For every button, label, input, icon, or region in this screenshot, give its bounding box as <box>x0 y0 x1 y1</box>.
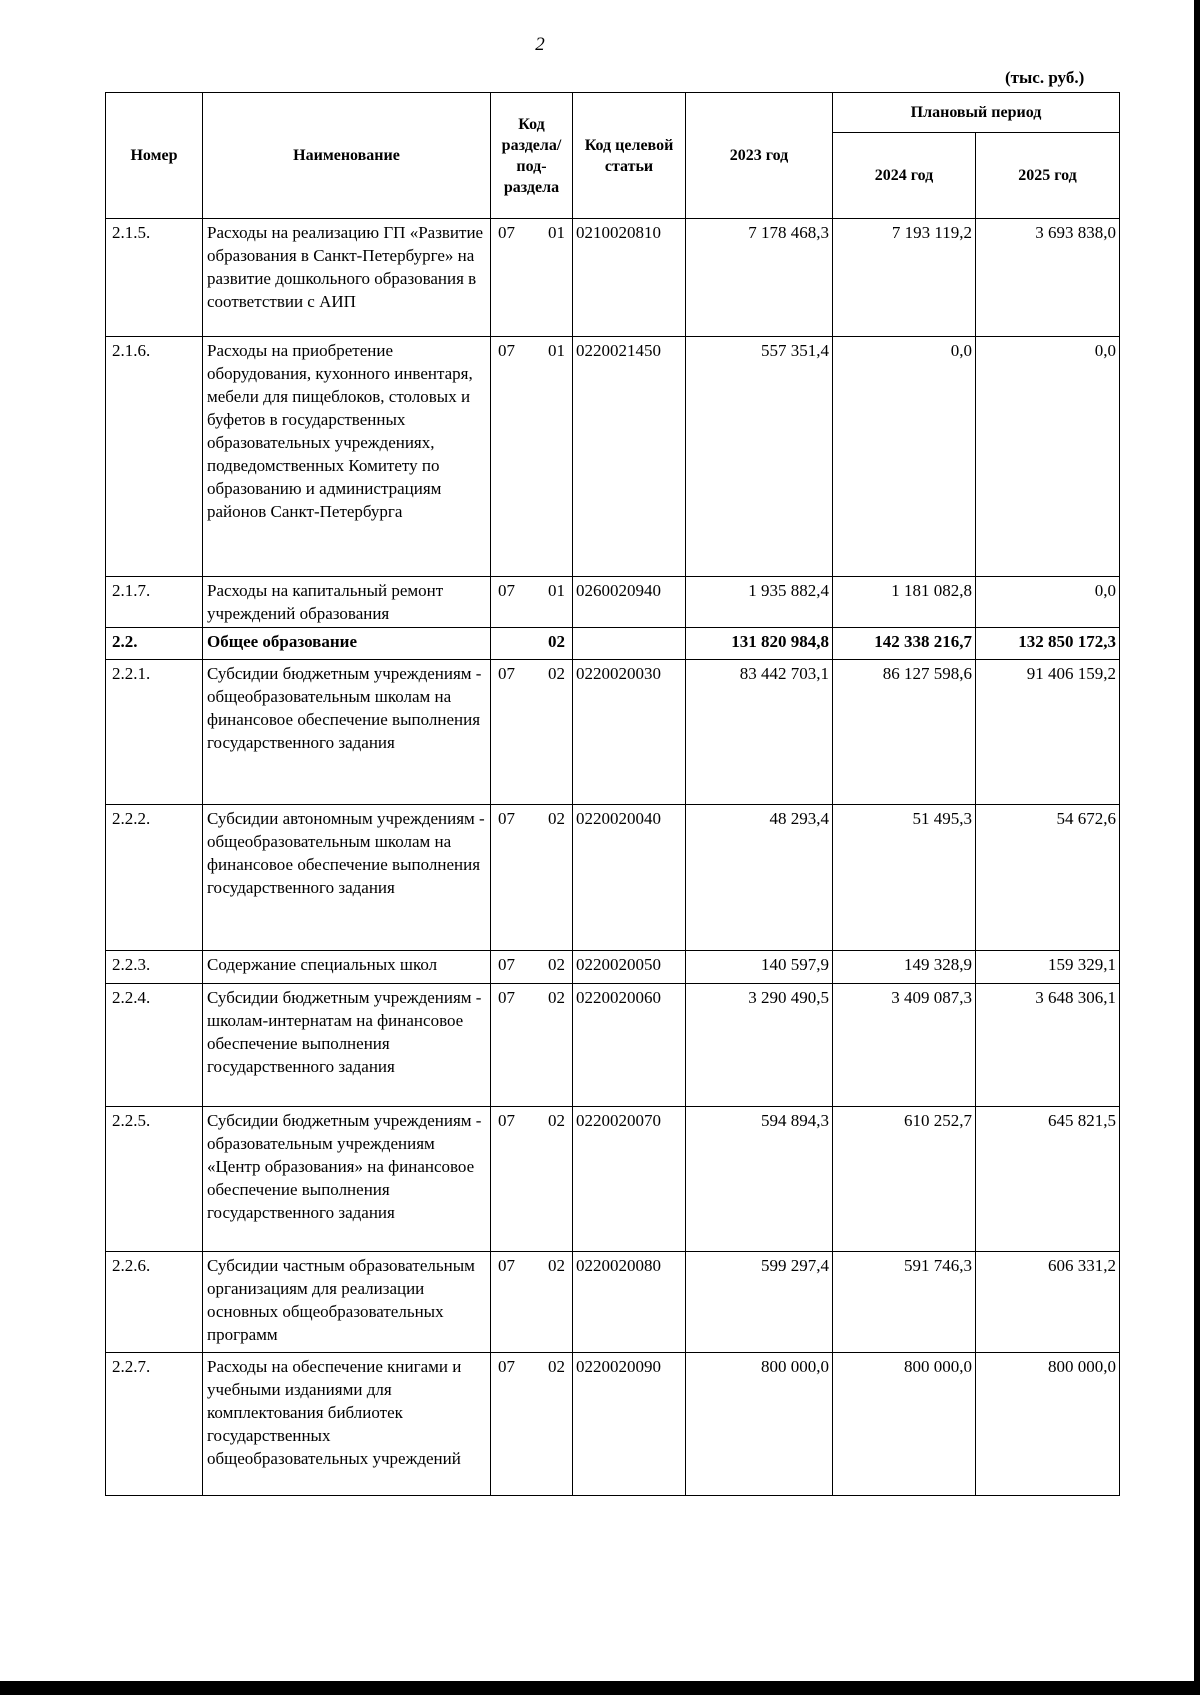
row-name: Расходы на приобретение оборудования, кухонного инвентаря, мебели для пищеблоков, столовых и буфетов в государственных образовательных учреждениях, подведомственных Комитету по образованию и администрациям районов Санкт-Петербурга <box>203 337 491 577</box>
row-name: Субсидии автономным учреждениям - общеобразовательным школам на финансовое обеспечение выполнения государственного задания <box>203 805 491 951</box>
section-code: 07 <box>498 988 515 1007</box>
row-section-code <box>491 337 573 577</box>
row-number: 2.2.5. <box>106 1107 203 1252</box>
row-number: 2.2. <box>106 628 203 660</box>
row-name: Расходы на капитальный ремонт учреждений образования <box>203 577 491 628</box>
header-target-code: Код целевой статьи <box>573 93 686 219</box>
row-target-code: 0220020050 <box>573 951 686 984</box>
row-2024: 610 252,7 <box>833 1107 976 1252</box>
row-2023: 800 000,0 <box>686 1353 833 1496</box>
table-row <box>106 1107 1120 1252</box>
subsection-code: 02 <box>548 988 565 1007</box>
row-section-code <box>491 805 573 951</box>
row-target-code <box>573 628 686 660</box>
section-code: 07 <box>498 223 515 242</box>
header-2023: 2023 год <box>686 93 833 219</box>
row-2024: 86 127 598,6 <box>833 660 976 805</box>
section-code: 07 <box>498 581 515 600</box>
row-number: 2.2.1. <box>106 660 203 805</box>
subsection-code: 02 <box>548 632 565 651</box>
row-target-code: 0220020090 <box>573 1353 686 1496</box>
row-section-code <box>491 1252 573 1353</box>
row-2025: 0,0 <box>976 337 1120 577</box>
row-number: 2.1.7. <box>106 577 203 628</box>
table-row <box>106 1252 1120 1353</box>
table-header <box>106 93 1120 219</box>
row-2023: 557 351,4 <box>686 337 833 577</box>
row-2025: 54 672,6 <box>976 805 1120 951</box>
section-code: 07 <box>498 664 515 683</box>
section-code: 07 <box>498 1357 515 1376</box>
row-target-code: 0220020060 <box>573 984 686 1107</box>
subsection-code: 02 <box>548 1256 565 1275</box>
row-target-code: 0220020040 <box>573 805 686 951</box>
row-section-code <box>491 628 573 660</box>
row-name: Расходы на реализацию ГП «Развитие образования в Санкт-Петербурге» на развитие дошкольного образования в соответствии с АИП <box>203 219 491 337</box>
row-name: Расходы на обеспечение книгами и учебными изданиями для комплектования библиотек государственных общеобразовательных учреждений <box>203 1353 491 1496</box>
row-2025: 3 648 306,1 <box>976 984 1120 1107</box>
row-2025: 800 000,0 <box>976 1353 1120 1496</box>
row-2025: 91 406 159,2 <box>976 660 1120 805</box>
table-row <box>106 1353 1120 1496</box>
row-number: 2.1.6. <box>106 337 203 577</box>
budget-table <box>105 92 1120 1496</box>
row-number: 2.1.5. <box>106 219 203 337</box>
table-row <box>106 337 1120 577</box>
subsection-code: 01 <box>548 581 565 600</box>
row-number: 2.2.3. <box>106 951 203 984</box>
row-2023: 599 297,4 <box>686 1252 833 1353</box>
row-2025: 606 331,2 <box>976 1252 1120 1353</box>
row-name: Субсидии бюджетным учреждениям - образовательным учреждениям «Центр образования» на финансовое обеспечение выполнения государственного задания <box>203 1107 491 1252</box>
row-target-code: 0210020810 <box>573 219 686 337</box>
table-row <box>106 577 1120 628</box>
row-2025: 159 329,1 <box>976 951 1120 984</box>
row-name: Общее образование <box>203 628 491 660</box>
subsection-code: 01 <box>548 341 565 360</box>
row-target-code: 0220020030 <box>573 660 686 805</box>
scan-edge-bottom <box>0 1681 1200 1695</box>
section-code: 07 <box>498 1256 515 1275</box>
table-row-subtotal <box>106 628 1120 660</box>
row-2023: 140 597,9 <box>686 951 833 984</box>
section-code: 07 <box>498 809 515 828</box>
subsection-code: 02 <box>548 1357 565 1376</box>
subsection-code: 02 <box>548 809 565 828</box>
row-section-code <box>491 660 573 805</box>
row-section-code <box>491 577 573 628</box>
table-row <box>106 660 1120 805</box>
row-section-code <box>491 984 573 1107</box>
table-row <box>106 951 1120 984</box>
row-2023: 594 894,3 <box>686 1107 833 1252</box>
row-2024: 3 409 087,3 <box>833 984 976 1107</box>
row-2023: 7 178 468,3 <box>686 219 833 337</box>
row-section-code <box>491 1107 573 1252</box>
row-2024: 0,0 <box>833 337 976 577</box>
row-2025: 132 850 172,3 <box>976 628 1120 660</box>
row-2024: 1 181 082,8 <box>833 577 976 628</box>
table-body <box>106 219 1120 1496</box>
row-2025: 0,0 <box>976 577 1120 628</box>
section-code: 07 <box>498 1111 515 1130</box>
subsection-code: 02 <box>548 955 565 974</box>
page-number: 2 <box>535 34 545 55</box>
table-row <box>106 984 1120 1107</box>
row-target-code: 0220020080 <box>573 1252 686 1353</box>
section-code: 07 <box>498 341 515 360</box>
header-planned-period: Плановый период <box>833 93 1120 133</box>
units-label: (тыс. руб.) <box>1005 68 1085 87</box>
row-number: 2.2.6. <box>106 1252 203 1353</box>
row-2023: 83 442 703,1 <box>686 660 833 805</box>
row-2025: 645 821,5 <box>976 1107 1120 1252</box>
row-name: Субсидии частным образовательным организациям для реализации основных общеобразовательных программ <box>203 1252 491 1353</box>
row-target-code: 0220020070 <box>573 1107 686 1252</box>
row-name: Содержание специальных школ <box>203 951 491 984</box>
row-2024: 51 495,3 <box>833 805 976 951</box>
row-2024: 800 000,0 <box>833 1353 976 1496</box>
row-2023: 131 820 984,8 <box>686 628 833 660</box>
header-section-code: Код раздела/ под-раздела <box>491 93 573 219</box>
row-2023: 3 290 490,5 <box>686 984 833 1107</box>
row-number: 2.2.2. <box>106 805 203 951</box>
row-target-code: 0220021450 <box>573 337 686 577</box>
row-2024: 142 338 216,7 <box>833 628 976 660</box>
table-row <box>106 805 1120 951</box>
header-2024: 2024 год <box>833 133 976 219</box>
row-section-code <box>491 1353 573 1496</box>
row-name: Субсидии бюджетным учреждениям - общеобразовательным школам на финансовое обеспечение выполнения государственного задания <box>203 660 491 805</box>
row-name: Субсидии бюджетным учреждениям - школам-интернатам на финансовое обеспечение выполнения государственного задания <box>203 984 491 1107</box>
row-2025: 3 693 838,0 <box>976 219 1120 337</box>
subsection-code: 02 <box>548 664 565 683</box>
row-2024: 591 746,3 <box>833 1252 976 1353</box>
row-section-code <box>491 219 573 337</box>
subsection-code: 01 <box>548 223 565 242</box>
row-number: 2.2.7. <box>106 1353 203 1496</box>
row-2024: 7 193 119,2 <box>833 219 976 337</box>
row-target-code: 0260020940 <box>573 577 686 628</box>
subsection-code: 02 <box>548 1111 565 1130</box>
row-2024: 149 328,9 <box>833 951 976 984</box>
scan-edge-right <box>1194 0 1200 1695</box>
table-row <box>106 219 1120 337</box>
row-2023: 48 293,4 <box>686 805 833 951</box>
section-code: 07 <box>498 955 515 974</box>
header-number: Номер <box>106 93 203 219</box>
row-2023: 1 935 882,4 <box>686 577 833 628</box>
header-2025: 2025 год <box>976 133 1120 219</box>
row-section-code <box>491 951 573 984</box>
header-name: Наименование <box>203 93 491 219</box>
row-number: 2.2.4. <box>106 984 203 1107</box>
